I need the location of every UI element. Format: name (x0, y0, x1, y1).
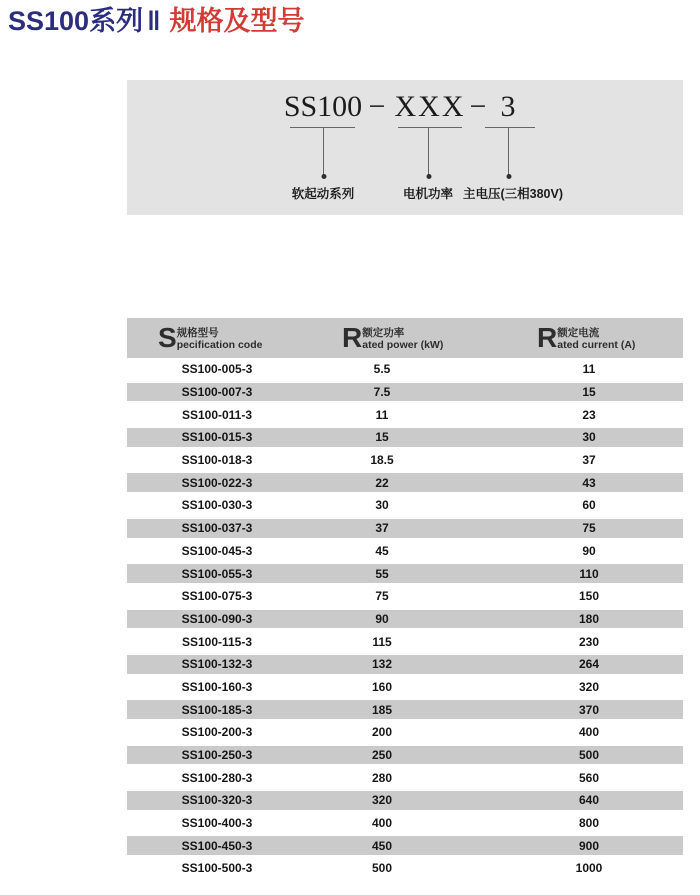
table-row (127, 812, 683, 835)
connector-dot-voltage (506, 174, 511, 179)
cell-rated-current: 23 (582, 407, 596, 422)
table-row (127, 426, 683, 449)
table-row (127, 381, 683, 404)
header-cn: 额定功率 (362, 327, 405, 339)
table-row (127, 585, 683, 608)
cell-spec-code: SS100-200-3 (181, 725, 253, 740)
header-cn: 规格型号 (176, 327, 219, 339)
cell-spec-code: SS100-090-3 (181, 611, 253, 626)
table-row (127, 834, 683, 857)
cell-spec-code: SS100-075-3 (181, 589, 253, 604)
table-row (127, 698, 683, 721)
table-row (127, 608, 683, 631)
connector-dot-series (321, 174, 326, 179)
cell-spec-code: SS100-018-3 (181, 453, 253, 468)
table-row (127, 721, 683, 744)
cell-rated-current: 15 (582, 385, 596, 400)
cell-spec-code: SS100-037-3 (181, 521, 253, 536)
cell-rated-current: 110 (579, 566, 599, 581)
table-row (127, 403, 683, 426)
cell-rated-power: 400 (371, 816, 393, 831)
cell-rated-current: 800 (578, 816, 600, 831)
table-row (127, 766, 683, 789)
formula-dash-2: − (469, 90, 487, 123)
cell-rated-power: 45 (375, 543, 389, 558)
cell-rated-current: 900 (578, 838, 600, 853)
cell-rated-current: 30 (582, 430, 596, 445)
cell-spec-code: SS100-030-3 (181, 498, 253, 513)
table-row (127, 540, 683, 563)
table-row (127, 630, 683, 653)
connector-line-power (428, 128, 429, 176)
cell-rated-power: 55 (375, 566, 389, 581)
formula-series: SS100 (283, 90, 363, 123)
cell-rated-current: 640 (578, 793, 600, 808)
connector-line-voltage (508, 128, 509, 176)
underline-voltage (485, 127, 535, 128)
cell-rated-current: 560 (578, 770, 600, 785)
cell-rated-power: 30 (375, 498, 389, 513)
table-row (127, 471, 683, 494)
cell-rated-current: 230 (578, 634, 600, 649)
header-cn: 额定电流 (557, 327, 600, 339)
cell-rated-current: 90 (582, 543, 596, 558)
cell-spec-code: SS100-005-3 (181, 362, 253, 377)
cell-spec-code: SS100-160-3 (181, 679, 253, 694)
cell-rated-power: 22 (375, 475, 389, 490)
header-cell-rated-current (457, 318, 683, 358)
cell-rated-power: 5.5 (373, 362, 391, 377)
cell-rated-power: 160 (371, 679, 393, 694)
title-section: 规格及型号 (169, 6, 305, 36)
cell-spec-code: SS100-450-3 (181, 838, 253, 853)
table-row (127, 517, 683, 540)
cell-rated-current: 370 (578, 702, 600, 717)
cell-rated-current: 1000 (575, 861, 603, 876)
cell-rated-power: 500 (371, 861, 393, 876)
cell-rated-power: 185 (371, 702, 393, 717)
cell-rated-power: 37 (375, 521, 389, 536)
header-en: pecification code (176, 338, 263, 351)
cell-rated-power: 75 (375, 589, 389, 604)
cell-rated-power: 15 (375, 430, 389, 445)
formula-dash-1: − (368, 90, 386, 123)
table-row (127, 789, 683, 812)
cell-rated-power: 7.5 (373, 385, 391, 400)
cell-rated-power: 320 (371, 793, 393, 808)
cell-spec-code: SS100-045-3 (181, 543, 253, 558)
cell-rated-power: 280 (371, 770, 393, 785)
cell-spec-code: SS100-115-3 (181, 634, 253, 649)
cell-rated-power: 18.5 (370, 453, 394, 468)
diagram-label-voltage: 主电压(三相380V) (462, 187, 564, 201)
cell-rated-power: 90 (375, 611, 389, 626)
cell-rated-current: 400 (578, 725, 600, 740)
formula-voltage: 3 (500, 90, 516, 123)
title-series: SS100系列 (8, 6, 144, 36)
cell-rated-current: 37 (582, 453, 596, 468)
cell-spec-code: SS100-280-3 (181, 770, 253, 785)
table-row (127, 676, 683, 699)
cell-rated-current: 43 (582, 475, 596, 490)
formula-power: XXX (394, 90, 466, 123)
cell-rated-current: 180 (578, 611, 600, 626)
cell-spec-code: SS100-015-3 (181, 430, 253, 445)
cell-rated-power: 115 (372, 634, 392, 649)
model-code-diagram (127, 80, 683, 215)
cell-spec-code: SS100-320-3 (181, 793, 253, 808)
connector-line-series (323, 128, 324, 176)
table-header (127, 318, 683, 358)
cell-rated-current: 150 (578, 589, 600, 604)
cell-spec-code: SS100-400-3 (181, 816, 253, 831)
cell-rated-power: 132 (371, 657, 393, 672)
cell-rated-power: 11 (375, 407, 389, 422)
spec-table (127, 318, 683, 880)
cell-spec-code: SS100-250-3 (181, 748, 253, 763)
cell-rated-current: 320 (578, 679, 600, 694)
header-initial: S (158, 322, 177, 353)
table-row (127, 653, 683, 676)
header-initial: R (342, 322, 363, 353)
header-initial: R (537, 322, 558, 353)
page-title (8, 5, 305, 37)
header-cell-rated-power (307, 318, 457, 358)
table-row (127, 562, 683, 585)
cell-spec-code: SS100-500-3 (181, 861, 253, 876)
title-separator-icon: ‖ (147, 6, 161, 36)
cell-rated-current: 75 (582, 521, 596, 536)
underline-power (398, 127, 462, 128)
cell-rated-power: 200 (371, 725, 393, 740)
header-en: ated current (A) (557, 338, 636, 351)
cell-spec-code: SS100-022-3 (181, 475, 253, 490)
table-row (127, 358, 683, 381)
table-row (127, 449, 683, 472)
header-en: ated power (kW) (362, 338, 444, 351)
cell-rated-current: 11 (582, 362, 596, 377)
connector-dot-power (426, 174, 431, 179)
table-row (127, 857, 683, 880)
header-cell-spec-code (127, 318, 307, 358)
table-row (127, 494, 683, 517)
cell-spec-code: SS100-011-3 (181, 407, 253, 422)
cell-rated-power: 250 (371, 748, 393, 763)
cell-spec-code: SS100-185-3 (181, 702, 253, 717)
cell-rated-current: 500 (578, 748, 600, 763)
diagram-label-power: 电机功率 (402, 187, 454, 201)
cell-spec-code: SS100-007-3 (181, 385, 253, 400)
table-body (127, 358, 683, 880)
cell-rated-current: 264 (578, 657, 600, 672)
cell-rated-current: 60 (582, 498, 596, 513)
cell-rated-power: 450 (371, 838, 393, 853)
cell-spec-code: SS100-055-3 (181, 566, 253, 581)
diagram-label-series: 软起动系列 (291, 187, 355, 201)
cell-spec-code: SS100-132-3 (181, 657, 253, 672)
table-row (127, 744, 683, 767)
